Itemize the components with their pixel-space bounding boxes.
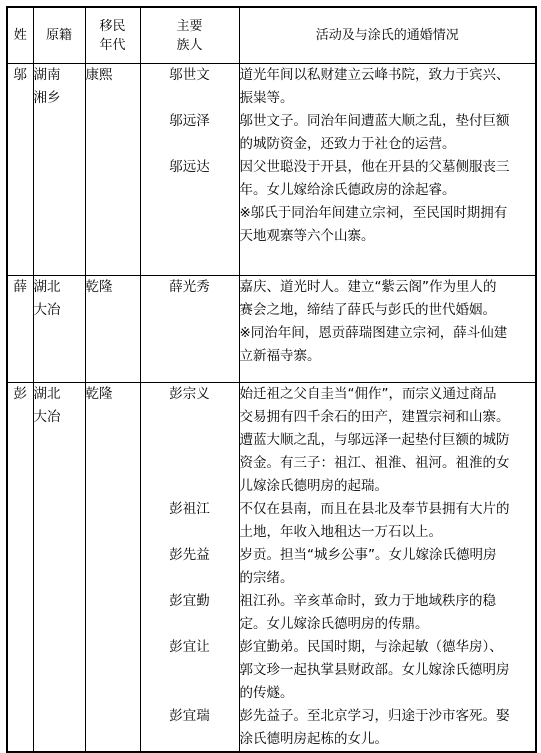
clan-row-wu <box>7 64 536 276</box>
members-cell <box>140 276 239 383</box>
surname-cell: 邬 <box>7 64 33 276</box>
header-origin: 原籍 <box>33 7 85 64</box>
migration-era-cell: 康熙 <box>85 64 140 276</box>
clan-row-xue <box>7 276 536 383</box>
activity-text: 嘉庆、道光时人。建立“紫云阁”作为里人的 赛会之地，缔结了薛氏与彭氏的世代婚姻。 <box>239 279 497 318</box>
activity-text: 祖江孙。辛亥革命时，致力于地域秩序的稳 定。女儿嫁涂氏德明房的传鼎。 <box>239 593 496 632</box>
activity-text: 因父世聪没于开县，他在开县的父墓侧服丧三 年。女儿嫁给涂氏德政房的涂起睿。 <box>239 159 510 198</box>
member-name: 彭祖江 <box>169 501 210 517</box>
clan-note: ※同治年间，恩贡薛瑞图建立宗祠，薛斗仙建 立新福寺寨。 <box>239 325 508 364</box>
member-name: 彭宜勤 <box>169 593 210 609</box>
activity-text: 不仅在县南，而且在县北及奉节县拥有大片的 土地，年收入地租达一万石以上。 <box>239 501 510 540</box>
surname-cell: 彭 <box>7 383 33 753</box>
member-name: 薛光秀 <box>169 279 210 295</box>
member-name: 邬远达 <box>169 159 210 175</box>
member-name: 彭宗义 <box>169 386 210 402</box>
clan-note: ※邬氏于同治年间建立宗祠，至民国时期拥有 天地观寨等六个山寨。 <box>239 205 508 244</box>
activity-text: 岁贡。担当“城乡公事”。女儿嫁涂氏德明房 的宗绪。 <box>239 547 497 586</box>
member-name: 邬世文 <box>169 67 210 83</box>
member-name: 彭宜瑞 <box>169 708 210 724</box>
activity-text: 彭先益子。至北京学习，归途于沙市客死。娶 涂氏德明房起栋的女儿。 <box>239 708 510 747</box>
clan-row-peng <box>7 383 536 753</box>
origin-cell: 湖南 湘乡 <box>33 64 85 276</box>
header-main-members: 主要 族人 <box>140 7 239 64</box>
activities-cell <box>239 64 536 276</box>
header-row <box>7 7 536 64</box>
member-name: 邬远泽 <box>169 113 210 129</box>
activity-text: 道光年间以私财建立云峰书院，致力于宾兴、 振粜等。 <box>239 67 510 106</box>
clan-marriage-table <box>6 6 537 753</box>
activities-cell <box>239 383 536 753</box>
activities-cell <box>239 276 536 383</box>
activity-text: 彭宜勤弟。民国时期，与涂起敏（德华房）、 郭文珍一起执掌县财政部。女儿嫁涂氏德明房 的传燧。 <box>239 639 510 701</box>
header-migration-era: 移民 年代 <box>85 7 140 64</box>
surname-cell: 薛 <box>7 276 33 383</box>
header-surname: 姓 <box>7 7 33 64</box>
migration-era-cell: 乾隆 <box>85 276 140 383</box>
header-activities: 活动及与涂氏的通婚情况 <box>239 7 536 64</box>
activity-text: 始迁祖之父自圭当“佣作”，而宗义通过商品 交易拥有四千余石的田产，建置宗祠和山寨。 遭蓝大顺之乱，与邬远泽一起垫付巨额的城防 资金。有三子：祖江、祖淮、祖河。祖淮的女 儿嫁涂氏德明房的起瑞。 <box>239 386 510 494</box>
members-cell <box>140 64 239 276</box>
member-name: 彭先益 <box>169 547 210 563</box>
member-name: 彭宜让 <box>169 639 210 655</box>
activity-text: 邬世文子。同治年间遭蓝大顺之乱，垫付巨额 的城防资金，还致力于社仓的运营。 <box>239 113 510 152</box>
migration-era-cell: 乾隆 <box>85 383 140 753</box>
origin-cell: 湖北 大冶 <box>33 276 85 383</box>
origin-cell: 湖北 大冶 <box>33 383 85 753</box>
members-cell <box>140 383 239 753</box>
